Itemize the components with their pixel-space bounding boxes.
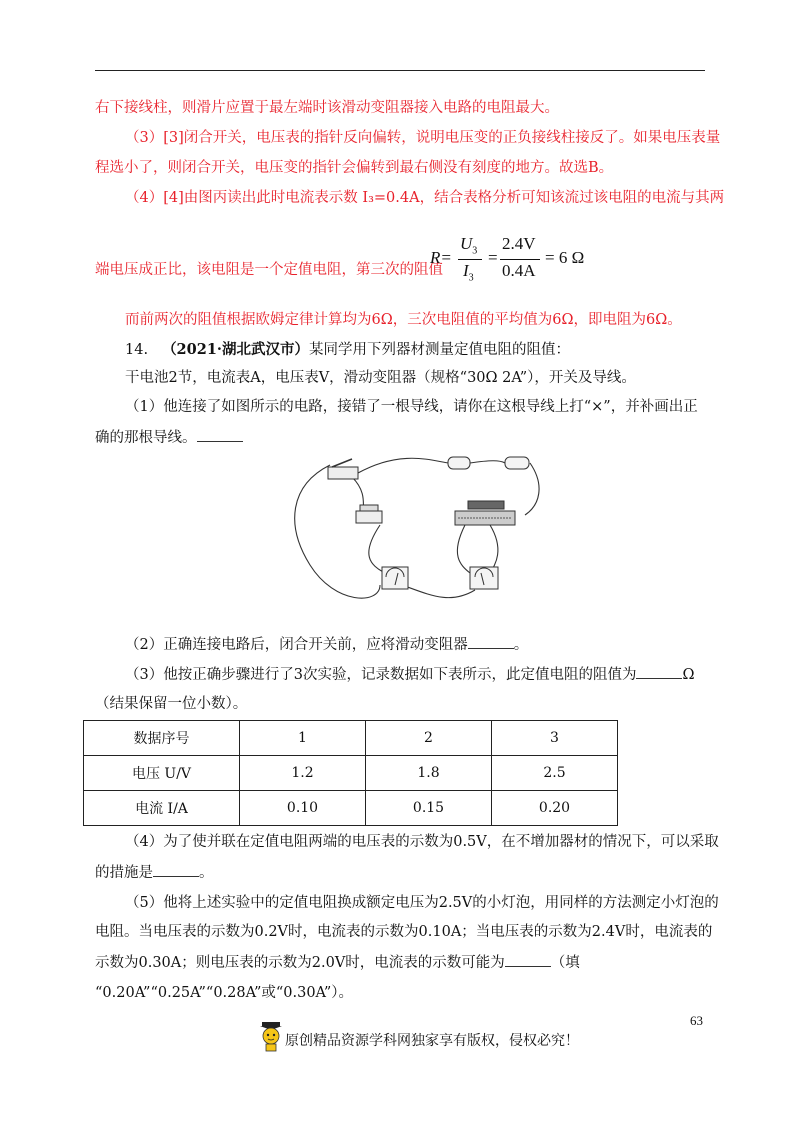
- answer-line: （4）[4]由图丙读出此时电流表示数 I₃=0.4A，结合表格分析可知该流过该电阻的电流与其两: [125, 190, 725, 206]
- question-line: （5）他将上述实验中的定值电阻换成额定电压为2.5V的小灯泡，用同样的方法测定小灯泡的: [125, 895, 719, 911]
- table-row: 数据序号 1 2 3: [84, 721, 618, 756]
- answer-line: 端电压成正比，该电阻是一个定值电阻，第三次的阻值: [95, 262, 443, 278]
- question-line: 确的那根导线。: [95, 427, 243, 448]
- answer-blank: [197, 427, 243, 442]
- answer-blank: [636, 664, 682, 679]
- fraction-bar: [458, 259, 482, 260]
- table-row: 电压 U/V 1.2 1.8 2.5: [84, 756, 618, 791]
- battery-icon: [448, 457, 529, 469]
- wire: [490, 525, 498, 573]
- wire: [369, 525, 385, 573]
- scholar-mascot-icon: [258, 1020, 284, 1052]
- rheostat-icon: [455, 501, 515, 525]
- question-line: （4）为了使并联在定值电阻两端的电压表的示数为0.5V，在不增加器材的情况下，可以采取: [125, 834, 719, 850]
- question-line: （3）他按正确步骤进行了3次实验，记录数据如下表所示，此定值电阻的阻值为 Ω: [125, 664, 694, 685]
- answer-blank: [505, 952, 551, 967]
- table-row: 电流 I/A 0.10 0.15 0.20: [84, 791, 618, 826]
- circuit-diagram: [290, 455, 550, 605]
- formula-equals: =: [488, 248, 498, 267]
- formula-numerator-value: 2.4V: [502, 234, 536, 253]
- answer-blank: [468, 634, 514, 649]
- resistor-icon: [356, 505, 382, 523]
- answer-line: 程选小了，则闭合开关，电压变的指针会偏转到最右侧没有刻度的地方。故选B。: [95, 160, 614, 176]
- answer-line: （3）[3]闭合开关，电压表的指针反向偏转，说明电压变的正负接线柱接反了。如果电压表量: [125, 130, 721, 146]
- header-rule: [95, 70, 705, 71]
- question-line: 电阻。当电压表的示数为0.2V时，电流表的示数为0.10A；当电压表的示数为2.4V时，电流表的: [95, 924, 713, 940]
- formula-result: = 6 Ω: [545, 248, 585, 267]
- copyright-footer: 原创精品资源学科网独家享有版权，侵权必究！: [285, 1033, 579, 1049]
- ammeter-icon: [470, 567, 498, 589]
- question-line: “0.20A”“0.25A”“0.28A”或“0.30A”）。: [95, 985, 354, 1001]
- fraction-bar: [500, 259, 540, 260]
- question-line: （2）正确连接电路后，闭合开关前，应将滑动变阻器 。: [125, 634, 528, 655]
- page-number: 63: [690, 1013, 703, 1028]
- formula-denominator-value: 0.4A: [502, 261, 536, 280]
- wire: [470, 461, 505, 463]
- wire: [358, 458, 448, 473]
- question-line: （1）他连接了如图所示的电路，接错了一根导线，请你在这根导线上打“×”，并补画出正: [125, 399, 698, 415]
- wire: [457, 525, 470, 573]
- data-table: [83, 720, 618, 826]
- answer-line: 而前两次的阻值根据欧姆定律计算均为6Ω，三次电阻值的平均值为6Ω，即电阻为6Ω。: [125, 312, 682, 328]
- question-14-title: 14. （2021·湖北武汉市）某同学用下列器材测量定值电阻的阻值：: [125, 341, 570, 358]
- answer-blank: [153, 862, 199, 877]
- question-line: （结果保留一位小数）。: [95, 696, 248, 712]
- question-source: （2021·湖北武汉市）: [162, 341, 309, 358]
- wire: [295, 465, 380, 598]
- wire: [402, 585, 475, 598]
- question-line: 示数为0.30A；则电压表的示数为2.0V时，电流表的示数可能为 （填: [95, 952, 580, 973]
- formula-denominator-i: $I_3$: [463, 261, 474, 284]
- wire: [525, 463, 539, 515]
- voltmeter-icon: [382, 567, 408, 589]
- answer-line: 右下接线柱，则滑片应置于最左端时该滑动变阻器接入电路的电阻最大。: [95, 100, 559, 116]
- switch-icon: [328, 459, 358, 479]
- formula-lhs: R=: [430, 248, 452, 267]
- question-line: 干电池2节，电流表A，电压表V，滑动变阻器（规格“30Ω 2A”），开关及导线。: [125, 370, 636, 386]
- question-line: 的措施是 。: [95, 862, 214, 883]
- formula-numerator-u: $U_3$: [460, 234, 478, 257]
